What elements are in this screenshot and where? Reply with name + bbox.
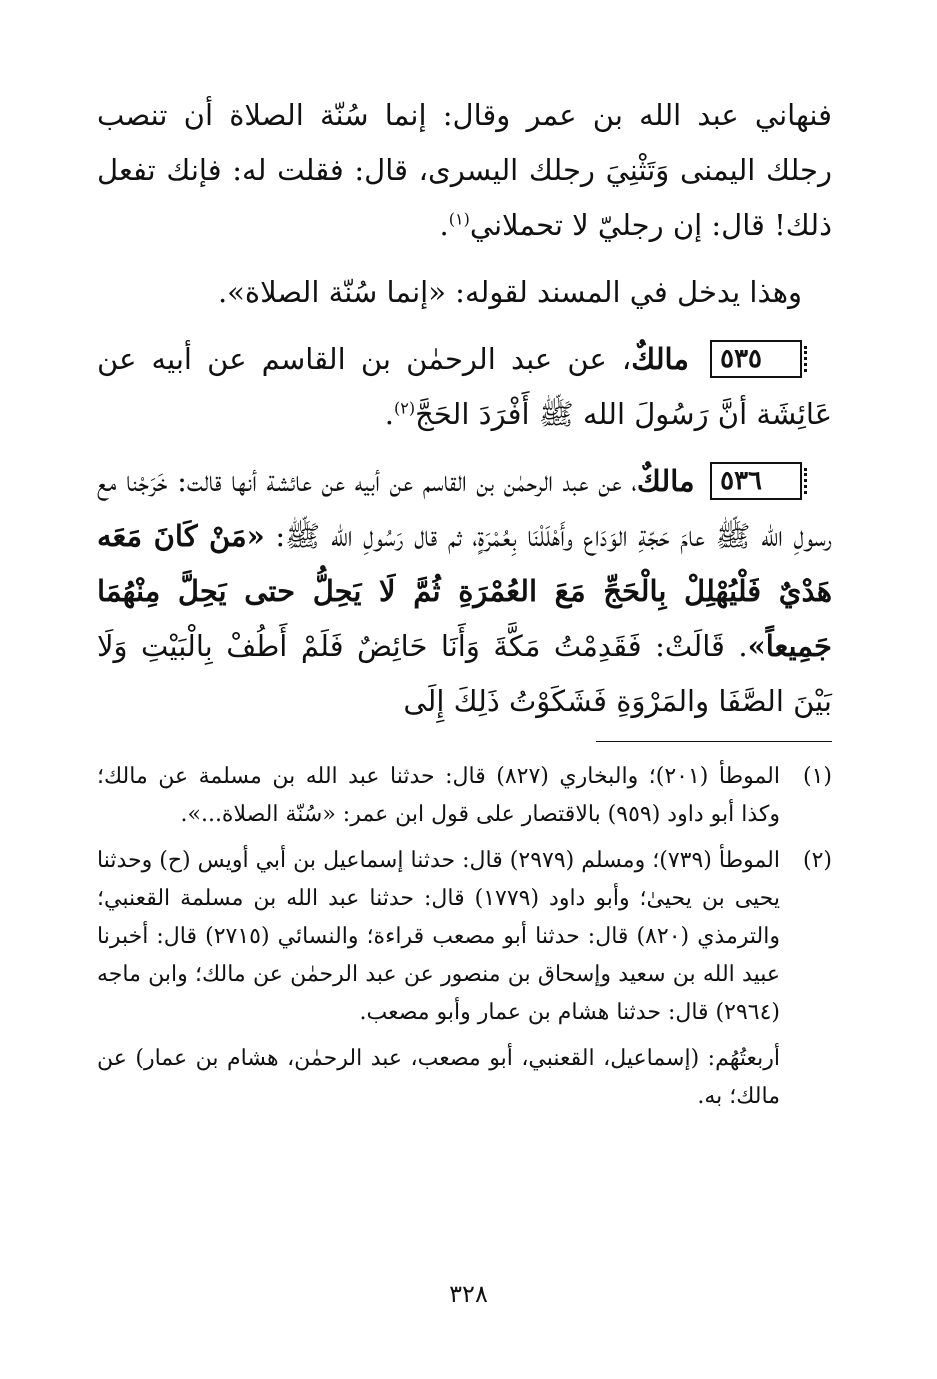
paragraph-1 [97, 88, 832, 253]
paragraph-2: وهذا يدخل في المسند لقوله: «إنما سُنّة الصلاة». [217, 275, 802, 309]
hadith-number-535: ٥٣٥ [710, 340, 802, 378]
footnote-1-number: (١) [802, 764, 832, 789]
main-text [97, 88, 832, 741]
hadith-535-narrator: مالكٌ [631, 342, 689, 376]
hadith-536-text-1: ، عن عبد الرحمٰن بن القاسم عن أبيه عن عائشة أنها قالت: خَرَجْنا مع رسولِ الله ﷺ عامَ حَجّةِ الوَدَاع وأَهْلَلْنَا بِعُمْرَةٍ، ثم قال رَسُولِ الله ﷺ: [97, 464, 833, 553]
hadith-536-narrator: مالكٌ [636, 464, 695, 498]
footnote-2 [97, 842, 832, 1032]
footnote-2-text: الموطأ (٧٣٩)؛ ومسلم (٢٩٧٩) قال: حدثنا إسماعيل بن أبي أويس (ح) وحدثنا يحيى بن يحيىٰ؛ وأبو داود (١٧٧٩) قال: حدثنا عبد الله بن مسلمة القعنبي؛ والترمذي (٨٢٠) قال: حدثنا أبو مصعب قراءة؛ والنسائي (٢٧١٥) قال: أخبرنا عبيد الله بن سعيد وإسحاق بن منصور عن عبد الرحمٰن عن مالك؛ وابن ماجه (٢٩٦٤) قال: حدثنا هشام بن عمار وأبو مصعب. [97, 848, 780, 1025]
footnotes [97, 758, 832, 1116]
paragraph-1-text: فنهاني عبد الله بن عمر وقال: إنما سُنّة الصلاة أن تنصب رجلك اليمنى وَتَثْنِيَ رجلك اليسرى، قال: فقلت له: فإنك تفعل ذلك! قال: إن رجليّ لا تحملاني [97, 98, 832, 242]
paragraph-1-end: . [439, 208, 449, 242]
footnote-ref-1: (١) [448, 209, 470, 229]
hadith-number-536: ٥٣٦ [710, 462, 802, 500]
footnote-2-number: (٢) [802, 848, 832, 873]
hadith-535-end: . [384, 397, 395, 431]
footnote-separator [596, 741, 832, 742]
hadith-535-text: ، عن عبد الرحمٰن بن القاسم عن أبيه عن عَائِشَة أنَّ رَسُولَ الله ﷺ أَفْرَدَ الحَجَّ [97, 342, 832, 431]
footnote-1-text: الموطأ (٢٠١)؛ والبخاري (٨٢٧) قال: حدثنا عبد الله بن مسلمة عن مالك؛ وكذا أبو داود (٩٥٩) بالاقتصار على قول ابن عمر: «سُنّة الصلاة...». [97, 764, 780, 827]
footnote-ref-2: (٢) [394, 398, 416, 418]
hadith-536-quote: «مَنْ كَانَ مَعَه هَدْيٌ فَلْيُهْلِلْ بِالْحَجِّ مَعَ العُمْرَةِ ثُمَّ لَا يَحِلُّ حتى يَحِلَّ مِنْهُمَا جَمِيعاً» [97, 519, 832, 663]
hadith-536-text-2: . قَالَتْ: فَقَدِمْتُ مَكَّةَ وَأَنَا حَائِضٌ فَلَمْ أَطُفْ بِالْبَيْتِ وَلَا بَيْنَ الصَّفَا والمَرْوَةِ فَشَكَوْتُ ذَلِكَ إِلَى [97, 629, 832, 718]
footnote-1 [97, 758, 832, 834]
hadith-535 [97, 332, 832, 442]
hadith-536 [97, 454, 832, 729]
page-number: ٣٢٨ [449, 1280, 488, 1308]
footnote-2-continuation: أربعتُهُم: (إسماعيل، القعنبي، أبو مصعب، عبد الرحمٰن، هشام بن عمار) عن مالك؛ به. [97, 1046, 780, 1109]
